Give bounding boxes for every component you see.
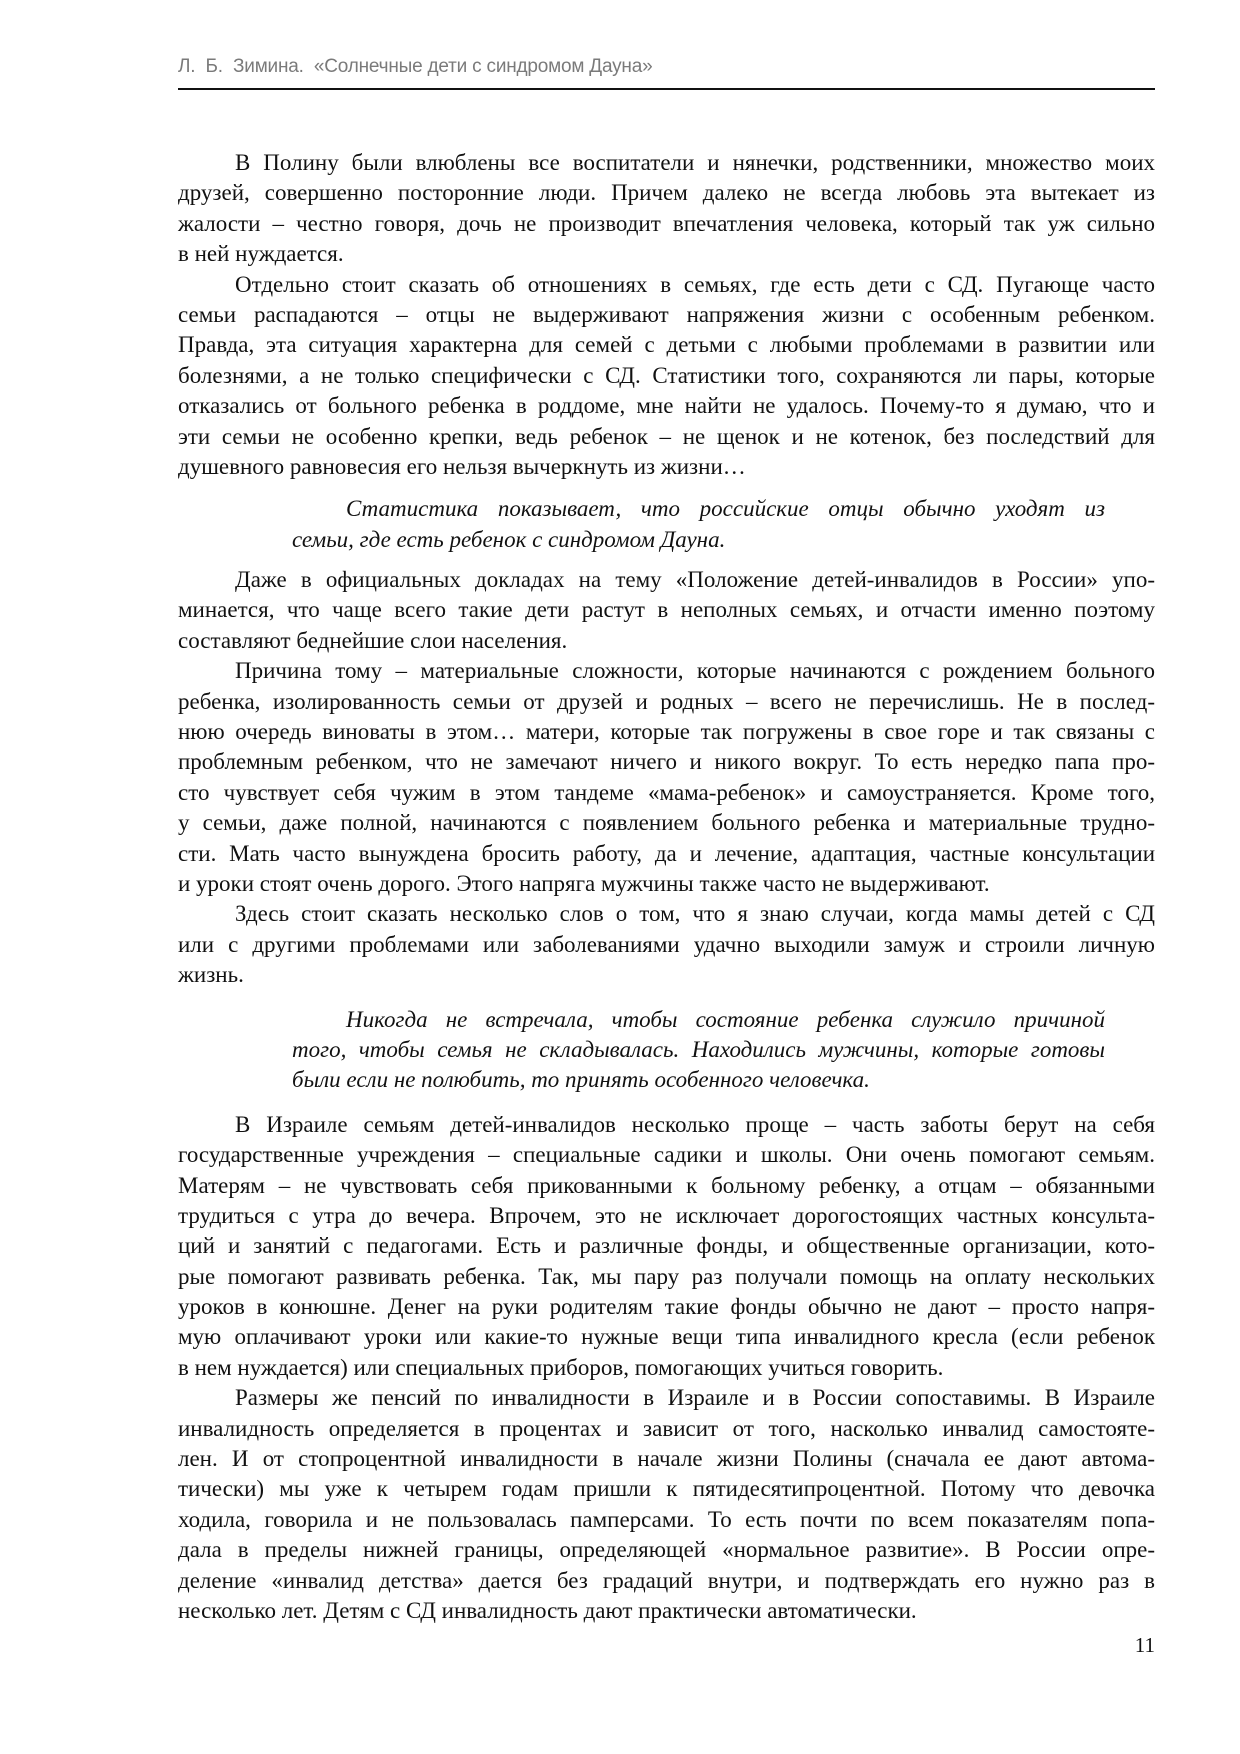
text-line: минается, что чаще всего такие дети растут в неполных семьях, и отчасти именно поэтому <box>178 597 1155 623</box>
text-line: деление «инвалид детства» дается без градаций внутри, и подтверждать его нужно раз в <box>178 1567 1155 1593</box>
text-line: Правда, эта ситуация характерна для семей с детьми с любыми проблемами в развитии или <box>178 332 1155 358</box>
text-line: в ней нуждается. <box>178 241 344 267</box>
text-line: сти. Мать часто вынуждена бросить работу, да и лечение, адаптация, частные консультации <box>178 840 1155 866</box>
paragraph <box>178 270 1155 483</box>
text-line: Никогда не встречала, чтобы состояние ребенка служило причиной <box>346 1006 1105 1032</box>
text-line: рые помогают развивать ребенка. Так, мы пару раз получали помощь на оплату нескольких <box>178 1263 1155 1289</box>
text-line: ходила, говорила и не пользовалась памперсами. То есть почти по всем показателям попа- <box>178 1506 1155 1532</box>
text-line: того, чтобы семья не складывалась. Находились мужчины, которые готовы <box>292 1036 1105 1062</box>
text-line: инвалидность определяется в процентах и зависит от того, насколько инвалид самостояте- <box>178 1415 1155 1441</box>
text-line: Статистика показывает, что российские отцы обычно уходят из <box>346 496 1105 522</box>
text-line: лен. И от стопроцентной инвалидности в начале жизни Полины (сначала ее дают автома- <box>178 1446 1155 1472</box>
text-line: семьи, где есть ребенок с синдромом Дауна. <box>292 526 726 552</box>
text-line: сто чувствует себя чужим в этом тандеме «мама-ребенок» и самоустраняется. Кроме того, <box>178 779 1155 805</box>
text-line: у семьи, даже полной, начинаются с появлением больного ребенка и материальные трудно- <box>178 810 1155 836</box>
text-line: дала в пределы нижней границы, определяющей «нормальное развитие». В России опре- <box>178 1537 1155 1563</box>
text-line: трудиться с утра до вечера. Впрочем, это не исключает дорогостоящих частных консульта- <box>178 1202 1155 1228</box>
running-header: Л. Б. Зимина. «Солнечные дети с синдромом Дауна» <box>178 56 653 77</box>
text-line: нюю очередь виноваты в этом… матери, которые так погружены в свое горе и так связаны с <box>178 719 1155 745</box>
text-line: проблемным ребенком, что не замечают ничего и никого вокруг. То есть нередко папа про- <box>178 749 1155 775</box>
text-line: жизнь. <box>178 962 244 988</box>
text-line: тически) мы уже к четырем годам пришли к пятидесятипроцентной. Потому что девочка <box>178 1476 1155 1502</box>
text-line: Причина тому – материальные сложности, которые начинаются с рождением больного <box>235 658 1155 684</box>
page-number: 11 <box>1134 1633 1155 1657</box>
text-line: Здесь стоит сказать несколько слов о том, что я знаю случаи, когда мамы детей с СД <box>235 901 1155 927</box>
text-line: мую оплачивают уроки или какие-то нужные вещи типа инвалидного кресла (если ребенок <box>178 1324 1155 1350</box>
paragraph <box>178 656 1155 899</box>
paragraph <box>178 1383 1155 1626</box>
page-body <box>178 148 1155 1626</box>
paragraph <box>178 1110 1155 1384</box>
text-line: эти семьи не особенно крепки, ведь ребенок – не щенок и не котенок, без последствий для <box>178 423 1155 449</box>
text-line: Отдельно стоит сказать об отношениях в семьях, где есть дети с СД. Пугающе часто <box>235 271 1155 297</box>
text-line: болезнями, а не только специфически с СД. Статистики того, сохраняются ли пары, которые <box>178 362 1155 388</box>
text-line: В Полину были влюблены все воспитатели и нянечки, родственники, множество моих <box>235 150 1155 175</box>
pull-quote <box>292 1005 1105 1096</box>
text-line: Даже в официальных докладах на тему «Положение детей-инвалидов в России» упо- <box>235 567 1155 593</box>
text-line: государственные учреждения – специальные садики и школы. Они очень помогают семьям. <box>178 1142 1155 1168</box>
text-line: составляют беднейшие слои населения. <box>178 627 568 653</box>
text-line: жалости – честно говоря, дочь не производит впечатления человека, который так уж сильно <box>178 210 1155 236</box>
text-line: и уроки стоят очень дорого. Этого напряга мужчины также часто не выдерживают. <box>178 870 990 896</box>
text-line: ребенка, изолированность семьи от друзей и родных – всего не перечислишь. Не в послед- <box>178 688 1155 714</box>
text-line: В Израиле семьям детей-инвалидов несколько проще – часть заботы берут на себя <box>235 1111 1155 1137</box>
text-line: уроков в конюшне. Денег на руки родителям такие фонды обычно не дают – просто напря- <box>178 1294 1155 1320</box>
text-line: семьи распадаются – отцы не выдерживают напряжения жизни с особенным ребенком. <box>178 301 1155 327</box>
text-line: в нем нуждается) или специальных приборов, помогающих учиться говорить. <box>178 1354 944 1380</box>
text-line: или с другими проблемами или заболеваниями удачно выходили замуж и строили личную <box>178 931 1155 957</box>
text-line: друзей, совершенно посторонние люди. Причем далеко не всегда любовь эта вытекает из <box>178 180 1155 206</box>
paragraph <box>178 565 1155 656</box>
header-rule <box>178 88 1155 90</box>
pull-quote <box>292 494 1105 555</box>
text-line: Размеры же пенсий по инвалидности в Израиле и в России сопоставимы. В Израиле <box>235 1385 1155 1411</box>
text-line: отказались от больного ребенка в роддоме, мне найти не удалось. Почему-то я думаю, что и <box>178 393 1155 419</box>
text-line: душевного равновесия его нельзя вычеркнуть из жизни… <box>178 453 746 479</box>
text-line: несколько лет. Детям с СД инвалидность дают практически автоматически. <box>178 1597 917 1623</box>
paragraph <box>178 148 1155 270</box>
text-line: ций и занятий с педагогами. Есть и различные фонды, и общественные организации, кото- <box>178 1233 1155 1259</box>
paragraph <box>178 899 1155 990</box>
text-line: Матерям – не чувствовать себя прикованными к больному ребенку, а отцам – обязанными <box>178 1172 1155 1198</box>
text-line: были если не полюбить, то принять особенного человечка. <box>292 1067 870 1093</box>
